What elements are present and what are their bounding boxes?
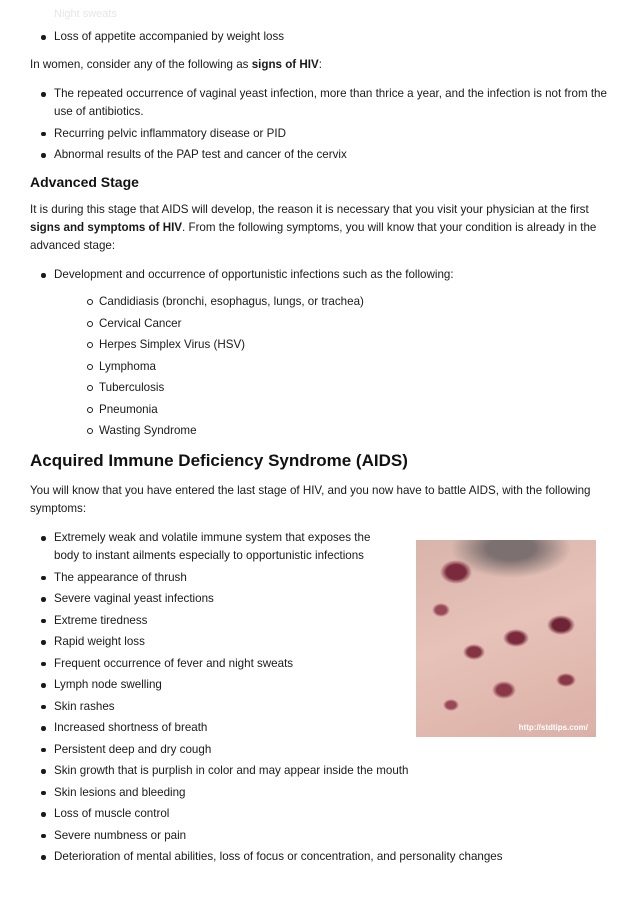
list-item: Deterioration of mental abilities, loss of focus or concentration, and personality changes: [30, 848, 610, 866]
list-item: Abnormal results of the PAP test and cancer of the cervix: [30, 146, 610, 164]
list-item: Persistent deep and dry cough: [30, 741, 610, 759]
list-item: Loss of appetite accompanied by weight loss: [30, 28, 610, 46]
list-item: Severe numbness or pain: [30, 827, 610, 845]
list-item: Frequent occurrence of fever and night sweats: [30, 655, 610, 673]
sub-list-item: Candidiasis (bronchi, esophagus, lungs, or trachea): [54, 293, 610, 311]
advanced-stage-heading: Advanced Stage: [30, 174, 139, 190]
list-item: Lymph node swelling: [30, 676, 610, 694]
aids-intro: You will know that you have entered the last stage of HIV, and you now have to battle AIDS, with the following symptoms:: [30, 484, 591, 515]
sub-list-item: Pneumonia: [54, 401, 610, 419]
aids-heading: Acquired Immune Deficiency Syndrome (AIDS): [30, 451, 408, 470]
list-item: The appearance of thrush: [30, 569, 610, 587]
sub-list-item: Herpes Simplex Virus (HSV): [54, 336, 610, 354]
list-item: Skin lesions and bleeding: [30, 784, 610, 802]
list-item: Extremely weak and volatile immune system that exposes the body to instant ailments especially to opportunistic infections: [30, 529, 610, 565]
sub-list-item: Wasting Syndrome: [54, 422, 610, 440]
photo-watermark-caption: http://stdtips.com/: [518, 723, 588, 732]
faded-top-text: Night sweats: [54, 8, 117, 20]
list-item: Increased shortness of breath: [30, 719, 610, 737]
sub-list-item: Lymphoma: [54, 358, 610, 376]
list-item: Loss of muscle control: [30, 805, 610, 823]
list-item: Severe vaginal yeast infections: [30, 590, 610, 608]
list-item: Extreme tiredness: [30, 612, 610, 630]
advanced-stage-list: [30, 266, 610, 440]
list-item: Skin rashes: [30, 698, 610, 716]
advanced-stage-paragraph: It is during this stage that AIDS will develop, the reason it is necessary that you visit your physician at the first signs and symptoms of HIV. From the following symptoms, you will know that your condition is already in the advanced stage:: [30, 203, 597, 252]
list-item: Recurring pelvic inflammatory disease or PID: [30, 125, 610, 143]
sub-list-item: Cervical Cancer: [54, 315, 610, 333]
list-item: Rapid weight loss: [30, 633, 610, 651]
list-item: Skin growth that is purplish in color and may appear inside the mouth: [30, 762, 610, 780]
women-signs-list: [30, 85, 610, 164]
list-item: The repeated occurrence of vaginal yeast infection, more than thrice a year, and the infection is not from the use of antibiotics.: [30, 85, 610, 121]
document-body: [30, 0, 610, 870]
sub-list-item: Tuberculosis: [54, 379, 610, 397]
women-intro: In women, consider any of the following as signs of HIV:: [30, 58, 322, 71]
top-list: [30, 28, 610, 46]
opportunistic-infections-list: [54, 293, 610, 440]
list-item: Development and occurrence of opportunistic infections such as the following: Candidiasis (bronchi, esophagus, lungs, or trachea) Cervical Cancer Herpes Simplex Virus (HSV) Lymphoma Tuberculosis Pneumonia Wasting Syndrome: [30, 266, 610, 440]
skin-lesions-photo: [416, 540, 596, 737]
